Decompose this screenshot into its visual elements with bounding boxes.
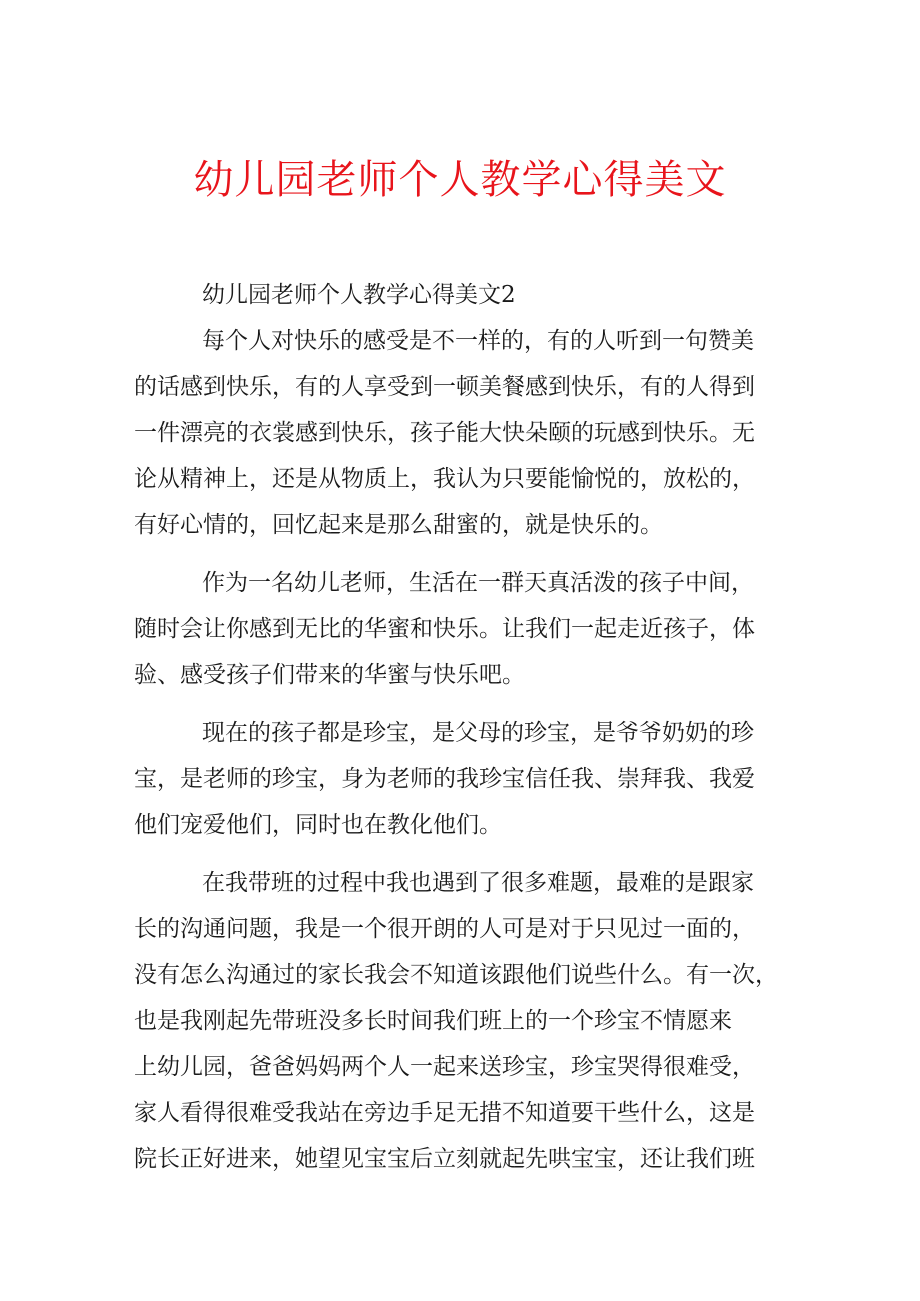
paragraph-line: 宝，是老师的珍宝，身为老师的我珍宝信任我、崇拜我、我爱 bbox=[134, 766, 755, 792]
paragraph-line: 论从精神上，还是从物质上，我认为只要能愉悦的，放松的， bbox=[134, 466, 755, 492]
paragraph-line: 上幼儿园，爸爸妈妈两个人一起来送珍宝，珍宝哭得很难受， bbox=[134, 1054, 755, 1080]
paragraph-line: 长的沟通问题，我是一个很开朗的人可是对于只见过一面的， bbox=[134, 916, 755, 942]
paragraph-line: 随时会让你感到无比的华蜜和快乐。让我们一起走近孩子，体 bbox=[134, 616, 755, 642]
document-body bbox=[134, 272, 794, 1182]
paragraph-line: 院长正好进来，她望见宝宝后立刻就起先哄宝宝，还让我们班 bbox=[134, 1146, 755, 1172]
paragraph-line: 也是我刚起先带班没多长时间我们班上的一个珍宝不情愿来 bbox=[134, 1008, 732, 1034]
paragraph-line: 家人看得很难受我站在旁边手足无措不知道要干些什么，这是 bbox=[134, 1100, 755, 1126]
paragraph bbox=[134, 860, 794, 1182]
paragraph bbox=[134, 560, 794, 698]
paragraph-line: 验、感受孩子们带来的华蜜与快乐吧。 bbox=[134, 662, 525, 688]
paragraph bbox=[134, 710, 794, 848]
paragraph-line: 每个人对快乐的感受是不一样的，有的人听到一句赞美 bbox=[202, 328, 754, 354]
paragraph-line: 他们宠爱他们，同时也在教化他们。 bbox=[134, 812, 502, 838]
paragraph-line: 没有怎么沟通过的家长我会不知道该跟他们说些什么。有一次， bbox=[134, 962, 778, 988]
paragraph-line: 的话感到快乐，有的人享受到一顿美餐感到快乐，有的人得到 bbox=[134, 374, 755, 400]
document-subtitle: 幼儿园老师个人教学心得美文2 bbox=[202, 282, 516, 308]
paragraph-line: 在我带班的过程中我也遇到了很多难题，最难的是跟家 bbox=[202, 870, 754, 896]
paragraph-line: 有好心情的，回忆起来是那么甜蜜的，就是快乐的。 bbox=[134, 512, 663, 538]
paragraph bbox=[134, 318, 794, 548]
paragraph-line: 现在的孩子都是珍宝，是父母的珍宝，是爷爷奶奶的珍 bbox=[202, 720, 754, 746]
paragraph-line: 作为一名幼儿老师，生活在一群天真活泼的孩子中间， bbox=[202, 570, 754, 596]
document-title: 幼儿园老师个人教学心得美文 bbox=[193, 157, 727, 203]
paragraph-line: 一件漂亮的衣裳感到快乐，孩子能大快朵颐的玩感到快乐。无 bbox=[134, 420, 755, 446]
